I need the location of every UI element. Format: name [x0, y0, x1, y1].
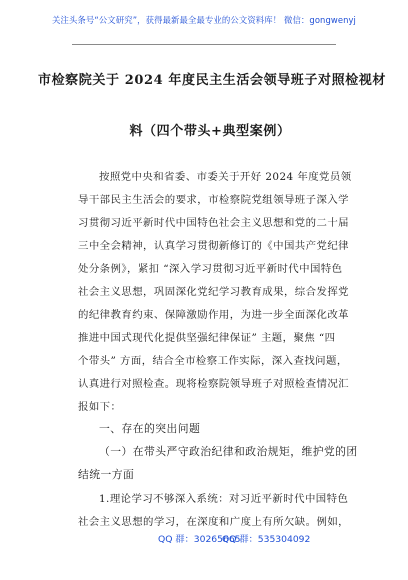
header-banner: 关注头条号“公文研究”，获得最新最全最专业的公文资料库！ 微信：gongwenyj: [52, 15, 356, 25]
body-line: 三中全会精神，认真学习贯彻新修订的《中国共产党纪律: [78, 240, 350, 252]
body-line: 认真进行对照检查。现将检察院领导班子对照检查情况汇: [78, 378, 350, 390]
footer-qq-group-1: QQ 群：30265665: [158, 534, 241, 545]
body-line: 报如下：: [78, 401, 122, 413]
subsection-heading-line-2: 结统一方面: [78, 468, 135, 481]
body-line: 社会主义思想，巩固深化党纪学习教育成果，综合发挥党: [78, 286, 350, 298]
item-line: 1.理论学习不够深入系统：对习近平新时代中国特色: [99, 493, 349, 505]
body-line: 处分条例》，紧扣 “深入学习贯彻习近平新时代中国特色: [78, 263, 343, 275]
body-line: 习贯彻习近平新时代中国特色社会主义思想和党的二十届: [78, 217, 350, 229]
body-line: 推进中国式现代化提供坚强纪律保证” 主题，聚焦 “四: [78, 332, 336, 344]
body-line: 的纪律教育约束、保障激励作用，为进一步全面深化改革: [78, 309, 350, 321]
document-title-line-2: 料（四个带头+典型案例）: [129, 124, 291, 139]
item-line: 社会主义思想的学习，在深度和广度上有所欠缺。例如，: [78, 516, 350, 528]
document-title-line-1: 市检察院关于 2024 年度民主生活会领导班子对照检视材: [37, 73, 387, 88]
section-heading: 一、存在的突出问题: [99, 422, 201, 435]
header-divider: [72, 44, 336, 45]
subsection-heading-line-1: （一）在带头严守政治纪律和政治规矩，维护党的团: [99, 445, 358, 458]
body-line: 导干部民主生活会的要求，市检察院党组领导班子深入学: [78, 194, 350, 206]
body-line: 按照党中央和省委、市委关于开好 2024 年度党员领: [99, 171, 352, 183]
footer-qq-group-2: QQ 群：535304092: [222, 534, 311, 545]
body-line: 个带头” 方面，结合全市检察工作实际，深入查找问题，: [78, 355, 348, 367]
